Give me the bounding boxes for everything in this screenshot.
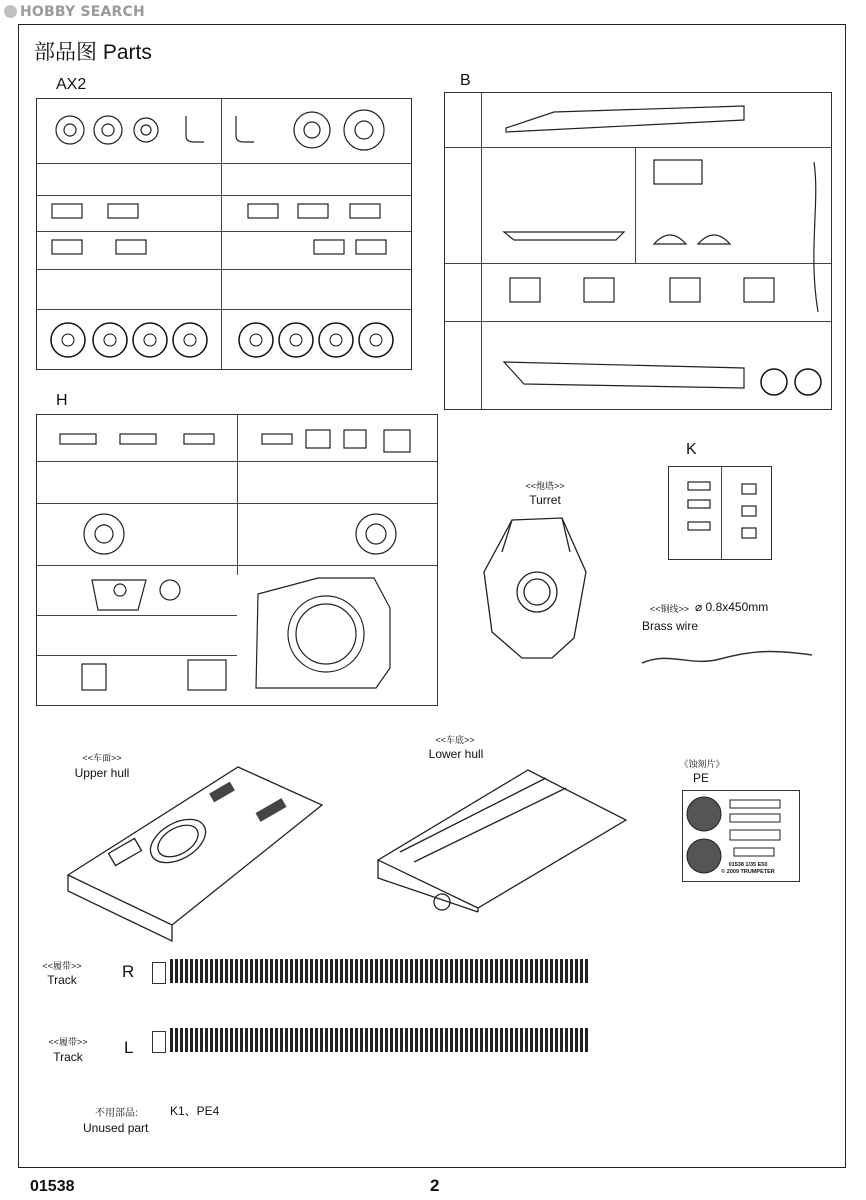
sprue-ax2-parts bbox=[36, 98, 410, 368]
sprue-b-parts bbox=[444, 92, 830, 408]
brass-wire-caption-en: Brass wire bbox=[642, 619, 699, 633]
track-r-caption-cn: <<履带>> bbox=[42, 961, 82, 971]
kit-number: 01538 bbox=[30, 1178, 75, 1195]
track-l-caption-en: Track bbox=[53, 1050, 83, 1064]
sprue-ax2-label: AX2 bbox=[56, 76, 87, 93]
track-r-caption-en: Track bbox=[47, 973, 77, 987]
pe-caption-cn: 《蚀刻片》 bbox=[679, 759, 725, 769]
upper-hull-caption-cn: <<车面>> bbox=[82, 753, 122, 763]
turret-drawing bbox=[482, 512, 592, 662]
upper-hull-caption-en: Upper hull bbox=[74, 766, 130, 780]
track-l-sprue-tab bbox=[152, 1031, 166, 1053]
pe-fret-label: 01538 1/35 E50 bbox=[728, 862, 768, 868]
track-r-sprue-tab bbox=[152, 962, 166, 984]
hobby-search-watermark: HOBBY SEARCH bbox=[4, 4, 145, 20]
brass-wire-caption-cn: <<铜线>> bbox=[650, 604, 690, 614]
pe-caption-en: PE bbox=[692, 771, 709, 785]
sprue-k-parts bbox=[668, 466, 770, 558]
track-l-drawing bbox=[170, 1028, 590, 1052]
unused-label-cn: 不用部品: bbox=[95, 1108, 138, 1119]
track-l-letter: L bbox=[124, 1038, 134, 1057]
turret-caption-en: Turret bbox=[529, 493, 561, 507]
logo-icon bbox=[4, 5, 17, 18]
page-number: 2 bbox=[430, 1176, 440, 1195]
pe-fret-label-2: © 2009 TRUMPETER bbox=[721, 869, 775, 875]
lower-hull-caption-cn: <<车底>> bbox=[435, 735, 475, 745]
track-r-letter: R bbox=[122, 962, 135, 981]
upper-hull-drawing bbox=[60, 765, 325, 940]
track-r-drawing bbox=[170, 959, 590, 983]
turret-caption-cn: <<炮塔>> bbox=[525, 481, 565, 491]
lower-hull-caption-en: Lower hull bbox=[428, 747, 484, 761]
brass-wire-spec: ⌀ 0.8x450mm bbox=[695, 600, 769, 614]
page-title: 部品图 Parts bbox=[34, 41, 152, 64]
track-l-caption-cn: <<履带>> bbox=[48, 1037, 88, 1047]
unused-parts-list: K1、PE4 bbox=[170, 1104, 220, 1118]
brass-wire-drawing bbox=[640, 645, 815, 670]
sprue-h-parts bbox=[36, 414, 436, 704]
sprue-k-label: K bbox=[686, 441, 697, 458]
sprue-h-label: H bbox=[56, 392, 68, 409]
sprue-b-label: B bbox=[460, 72, 471, 89]
unused-label-en: Unused part bbox=[83, 1121, 149, 1135]
lower-hull-drawing bbox=[370, 766, 632, 916]
